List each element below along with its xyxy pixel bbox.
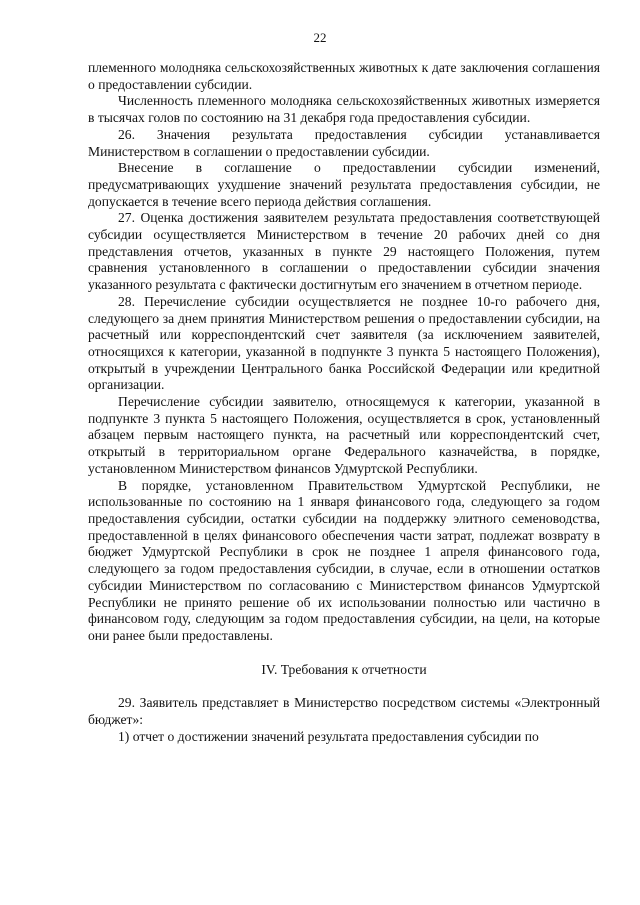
paragraph-continuation: племенного молодняка сельскохозяйственных животных к дате заключения соглашения о предоставлении субсидии. bbox=[88, 60, 600, 92]
paragraph-item-28-treasury: Перечисление субсидии заявителю, относящемуся к категории, указанной в подпункте 3 пункта 5 настоящего Положения, осуществляется в срок, установленный абзацем первым настоящего пункта, на расчетный или корреспондентский счет, открытый в территориальном органе Федерального казначейства, в порядке, установленном Министерством финансов Удмуртской Республики. bbox=[88, 394, 600, 476]
section-heading: IV. Требования к отчетности bbox=[261, 661, 427, 677]
paragraph-item-29-1: 1) отчет о достижении значений результата предоставления субсидии по bbox=[118, 728, 539, 744]
paragraph-item-28-refund: В порядке, установленном Правительством Удмуртской Республики, не использованные по состоянию на 1 января финансового года, следующего за годом предоставления субсидии, остатки субсидии на поддержку элитного семеноводства, предоставленной в целях финансового обеспечения части затрат, подлежат возврату в бюджет Удмуртской Республики в срок не позднее 1 апреля финансового года, следующего за годом предоставления субсидии, в случае, если в отношении остатков субсидии Министерством по согласованию с Министерством финансов Удмуртской Республики не принято решение об их использовании полностью или частично в финансовом году, следующим за годом предоставления субсидии, на цели, на которые они ранее были предоставлены. bbox=[88, 477, 600, 643]
paragraph-item-26: 26. Значения результата предоставления субсидии устанавливается Министерством в соглашении о предоставлении субсидии. bbox=[88, 126, 600, 159]
paragraph-item-27: 27. Оценка достижения заявителем результата предоставления соответствующей субсидии осуществляется Министерством в течение 20 рабочих дней со дня представления отчетов, указанных в пункте 29 настоящего Положения, путем сравнения установленного в соглашении о предоставлении субсидии значения указанного результата с фактически достигнутым его значением в отчетном периоде. bbox=[88, 210, 600, 293]
paragraph-item-29: 29. Заявитель представляет в Министерство посредством системы «Электронный бюджет»: bbox=[88, 695, 600, 728]
paragraph-item-28: 28. Перечисление субсидии осуществляется не позднее 10-го рабочего дня, следующего за днем принятия Министерством решения о предоставлении субсидии, на расчетный или корреспондентский счет заявителя (за исключением заявителей, относящихся к категории, указанной в подпункте 3 пункта 5 настоящего Положения), открытый в учреждении Центрального банка Российской Федерации или кредитной организации. bbox=[88, 293, 600, 393]
document-body bbox=[88, 60, 600, 745]
paragraph-item-26-amendments: Внесение в соглашение о предоставлении субсидии изменений, предусматривающих ухудшение значений результата предоставления субсидии, не допускается в течение всего периода действия соглашения. bbox=[88, 160, 600, 209]
page-number: 22 bbox=[313, 30, 327, 45]
paragraph-livestock-count: Численность племенного молодняка сельскохозяйственных животных измеряется в тысячах голов по состоянию на 31 декабря года предоставления субсидии. bbox=[88, 93, 600, 126]
